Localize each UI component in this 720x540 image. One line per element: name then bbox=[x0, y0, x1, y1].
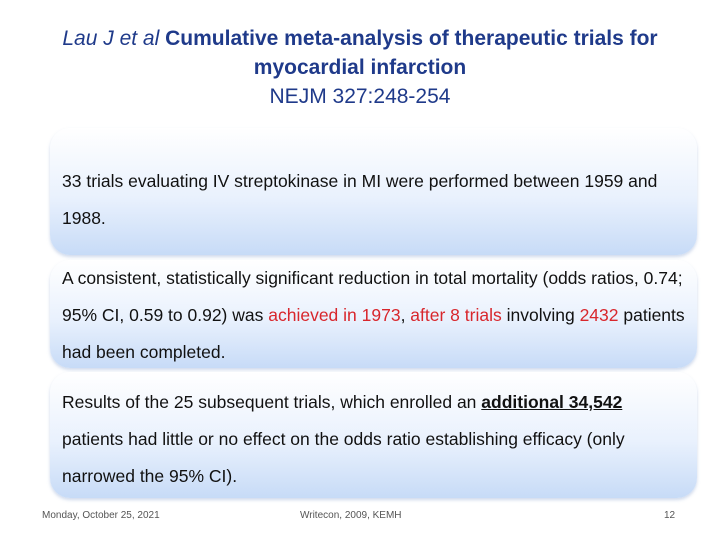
title-main: Cumulative meta-analysis of therapeutic trials for myocardial infarction bbox=[165, 27, 658, 79]
box2-highlight-year: achieved in 1973 bbox=[268, 305, 401, 325]
slide-title bbox=[20, 24, 700, 111]
title-citation: NEJM 327:248-254 bbox=[269, 85, 451, 108]
text-box-1 bbox=[50, 128, 697, 255]
footer-center: Writecon, 2009, KEMH bbox=[300, 510, 402, 521]
box2-text-4: patients had been completed. bbox=[62, 305, 685, 362]
box3-emphasis: additional 34,542 bbox=[481, 392, 623, 412]
box3-text-2: patients had little or no effect on the odds ratio establishing efficacy (only narrowed the 95% CI). bbox=[62, 429, 625, 486]
title-line bbox=[20, 24, 700, 82]
title-authors: Lau J et al bbox=[62, 27, 160, 50]
box2-highlight-trials: after 8 trials bbox=[410, 305, 502, 325]
text-box-3 bbox=[50, 372, 697, 498]
footer-page-number: 12 bbox=[664, 510, 676, 521]
box2-text-3: involving bbox=[501, 305, 580, 325]
box3-text-1: Results of the 25 subsequent trials, which enrolled an bbox=[62, 392, 482, 412]
text-box-2 bbox=[50, 260, 697, 368]
box2-highlight-patients: 2432 bbox=[579, 305, 619, 325]
footer-date: Monday, October 25, 2021 bbox=[42, 510, 160, 521]
box2-text-2: , bbox=[400, 305, 411, 325]
box1-text: 33 trials evaluating IV streptokinase in MI were performed between 1959 and 1988. bbox=[62, 171, 658, 228]
box2-text-1: A consistent, statistically significant reduction in total mortality (odds ratios, 0.74; 95% CI, 0.59 to 0.92) was bbox=[62, 268, 683, 325]
